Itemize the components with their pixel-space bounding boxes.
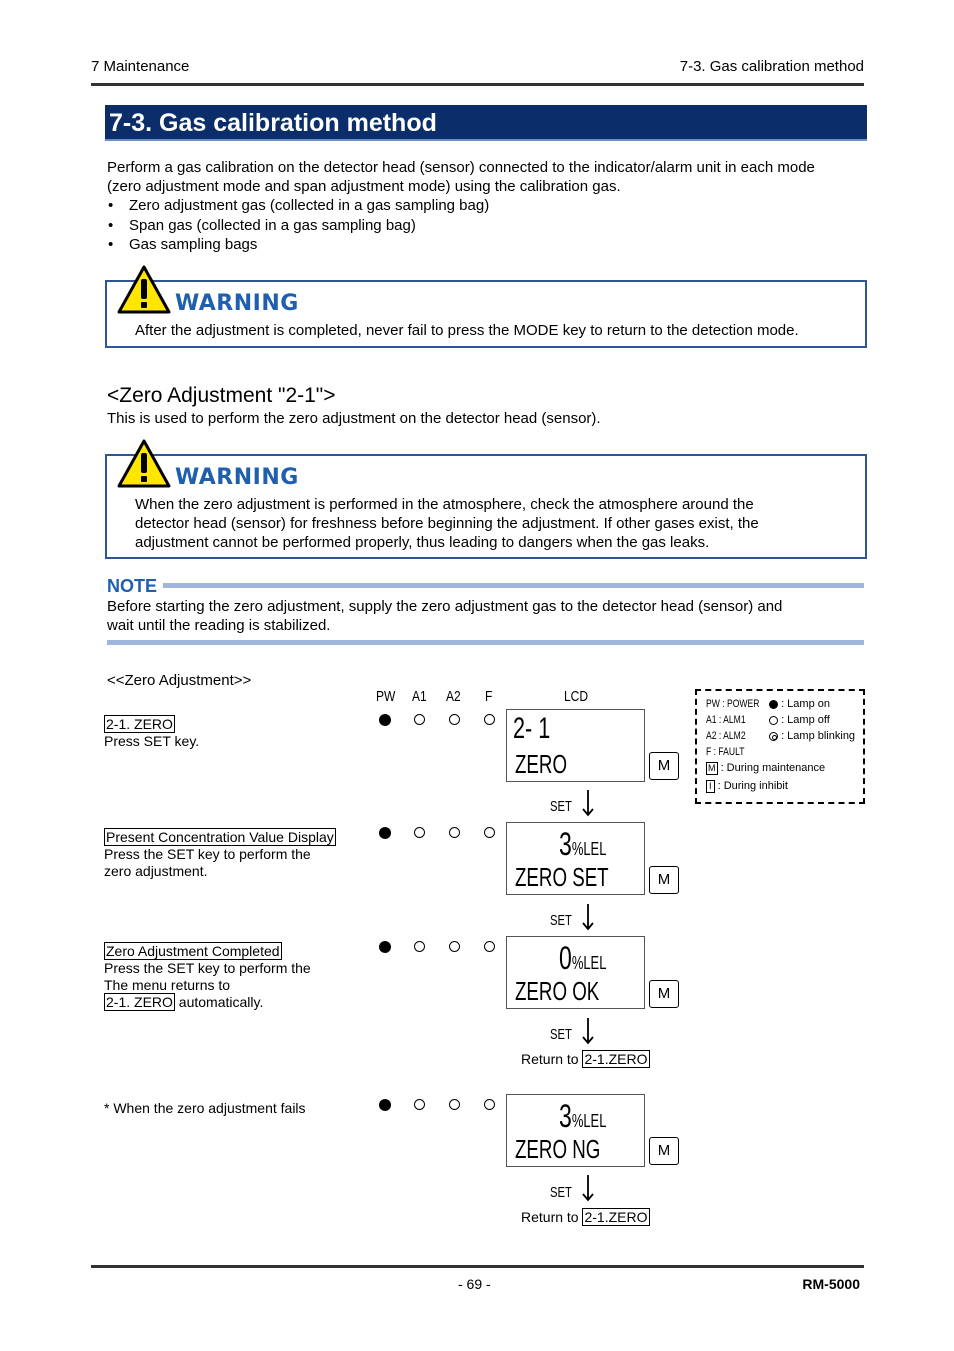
page-number: - 69 -: [458, 1276, 491, 1292]
lamp-pw-on: [379, 941, 391, 953]
step-instruction: The menu returns to: [104, 977, 231, 993]
lcd-display: [506, 822, 645, 895]
lcd-value: 3: [559, 1098, 572, 1134]
warning-label: WARNING: [175, 465, 299, 490]
lamp-header-f: F: [485, 688, 493, 705]
subsection-title: <Zero Adjustment "2-1">: [107, 384, 336, 407]
step-instruction: Press the SET key to perform the: [104, 846, 311, 862]
list-item: • Gas sampling bags: [107, 235, 815, 255]
lcd-display: [506, 1094, 645, 1167]
inhibit-icon: I: [706, 780, 715, 793]
lamp-on-icon: [769, 700, 778, 709]
lcd-line-1: [559, 1098, 607, 1136]
return-prefix: Return to: [521, 1051, 583, 1067]
warning-line: When the zero adjustment is performed in the atmosphere, check the atmosphere around the: [135, 496, 754, 513]
set-key-label: SET: [550, 798, 572, 815]
step-instruction: Press SET key.: [104, 733, 200, 749]
step-title: Zero Adjustment Completed: [106, 943, 280, 959]
step-instruction: automatically.: [174, 994, 264, 1010]
lamp-f-off: [484, 827, 495, 838]
warning-box-2: [105, 454, 867, 559]
lamp-f-off: [484, 714, 495, 725]
maintenance-icon: M: [708, 763, 716, 773]
lcd-value: 3: [559, 826, 572, 862]
legend-f: F : FAULT: [706, 746, 745, 758]
list-item: • Zero adjustment gas (collected in a gas sampling bag): [107, 196, 815, 216]
step-present-concentration: [104, 829, 336, 880]
mode-key-indicator: M: [649, 980, 679, 1008]
header-section: 7-3. Gas calibration method: [679, 58, 864, 75]
step-title: 2-1. ZERO: [106, 716, 173, 732]
header-chapter: 7 Maintenance: [91, 58, 190, 75]
step-zero-completed: [104, 943, 311, 1011]
lamp-legend: [695, 689, 865, 804]
warning-label: WARNING: [175, 291, 299, 316]
header-rule: [91, 83, 864, 86]
warning-text: After the adjustment is completed, never fail to press the MODE key to return to the detection mode.: [135, 322, 799, 339]
menu-reference: 2-1. ZERO: [106, 994, 173, 1010]
lamp-a2-off: [449, 714, 460, 725]
arrow-down-icon: [582, 1017, 594, 1045]
return-prefix: Return to: [521, 1209, 583, 1225]
arrow-down-icon: [582, 903, 594, 931]
lcd-display: [506, 936, 645, 1009]
lamp-pw-on: [379, 1099, 391, 1111]
lamp-f-off: [484, 1099, 495, 1110]
arrow-down-icon: [582, 1174, 594, 1202]
note-line: Before starting the zero adjustment, supply the zero adjustment gas to the detector head (sensor) and: [107, 598, 783, 615]
warning-triangle-icon: [117, 265, 171, 315]
section-title: 7-3. Gas calibration method: [105, 105, 867, 141]
warning-line: adjustment cannot be performed properly, thus leading to dangers when the gas leaks.: [135, 534, 710, 551]
lcd-value: 0: [559, 940, 572, 976]
lamp-a1-off: [414, 941, 425, 952]
return-note: [521, 1209, 650, 1225]
lamp-f-off: [484, 941, 495, 952]
note-line: wait until the reading is stabilized.: [107, 617, 331, 634]
lamp-pw-on: [379, 827, 391, 839]
mode-key-indicator: M: [649, 1137, 679, 1165]
step-title: * When the zero adjustment fails: [104, 1100, 306, 1116]
diagram-heading: <<Zero Adjustment>>: [107, 672, 252, 689]
step-zero-menu: [104, 716, 199, 750]
lcd-line-2: ZERO SET: [515, 862, 609, 892]
arrow-down-icon: [582, 789, 594, 817]
lcd-unit: %LEL: [571, 839, 607, 859]
lcd-unit: %LEL: [571, 1111, 607, 1131]
warning-triangle-icon: [117, 439, 171, 489]
lcd-line-2: ZERO: [515, 749, 568, 779]
legend-inhibit: : During inhibit: [717, 780, 788, 792]
note-bottom-rule: [107, 640, 864, 645]
document-code: RM-5000: [802, 1276, 860, 1292]
lamp-a2-off: [449, 827, 460, 838]
legend-a1: A1 : ALM1: [706, 714, 746, 726]
footer-rule: [91, 1265, 864, 1268]
lamp-a1-off: [414, 827, 425, 838]
intro-line-1: Perform a gas calibration on the detector head (sensor) connected to the indicator/alarm unit in each mode: [107, 159, 815, 176]
legend-lamp-on: : Lamp on: [781, 698, 830, 710]
note-top-rule: [163, 583, 864, 588]
mode-key-indicator: M: [649, 866, 679, 894]
set-key-label: SET: [550, 912, 572, 929]
set-key-label: SET: [550, 1026, 572, 1043]
legend-lamp-blinking: : Lamp blinking: [781, 730, 856, 742]
lamp-a2-off: [449, 941, 460, 952]
step-instruction: Press the SET key to perform the: [104, 960, 311, 976]
lcd-header: LCD: [564, 688, 589, 705]
legend-a2: A2 : ALM2: [706, 730, 746, 742]
intro-paragraph: [107, 158, 815, 255]
warning-text: [135, 495, 759, 552]
lcd-line-1: [559, 940, 607, 978]
lamp-blinking-icon: [769, 732, 778, 741]
step-zero-failed: [104, 1100, 306, 1117]
lcd-unit: %LEL: [571, 953, 607, 973]
warning-line: detector head (sensor) for freshness before beginning the adjustment. If other gases exist, the: [135, 515, 759, 532]
legend-maintenance: : During maintenance: [720, 762, 826, 774]
return-note: [521, 1051, 650, 1067]
warning-box-1: [105, 280, 867, 348]
step-instruction: zero adjustment.: [104, 863, 208, 879]
step-title: Present Concentration Value Display: [106, 829, 334, 845]
legend-pw: PW : POWER: [706, 698, 760, 710]
lcd-line-1: [559, 826, 607, 864]
lcd-line-1: 2- 1: [513, 712, 551, 745]
lamp-a2-off: [449, 1099, 460, 1110]
intro-line-2: (zero adjustment mode and span adjustment mode) using the calibration gas.: [107, 178, 621, 195]
lcd-line-2: ZERO NG: [515, 1134, 601, 1164]
subsection-description: This is used to perform the zero adjustment on the detector head (sensor).: [107, 410, 601, 427]
lamp-header-pw: PW: [376, 688, 396, 705]
lamp-header-a2: A2: [446, 688, 461, 705]
legend-lamp-off: : Lamp off: [781, 714, 830, 726]
lamp-header-a1: A1: [412, 688, 427, 705]
menu-reference: 2-1.ZERO: [584, 1051, 648, 1067]
note-label: NOTE: [107, 576, 158, 596]
lamp-pw-on: [379, 714, 391, 726]
lcd-line-2: ZERO OK: [515, 976, 600, 1006]
lamp-a1-off: [414, 1099, 425, 1110]
note-text: [107, 597, 782, 635]
material-list: [107, 196, 815, 255]
lcd-display: [506, 709, 645, 782]
menu-reference: 2-1.ZERO: [584, 1209, 648, 1225]
lamp-off-icon: [769, 716, 778, 725]
set-key-label: SET: [550, 1184, 572, 1201]
mode-key-indicator: M: [649, 752, 679, 780]
list-item: • Span gas (collected in a gas sampling bag): [107, 216, 815, 236]
lamp-a1-off: [414, 714, 425, 725]
